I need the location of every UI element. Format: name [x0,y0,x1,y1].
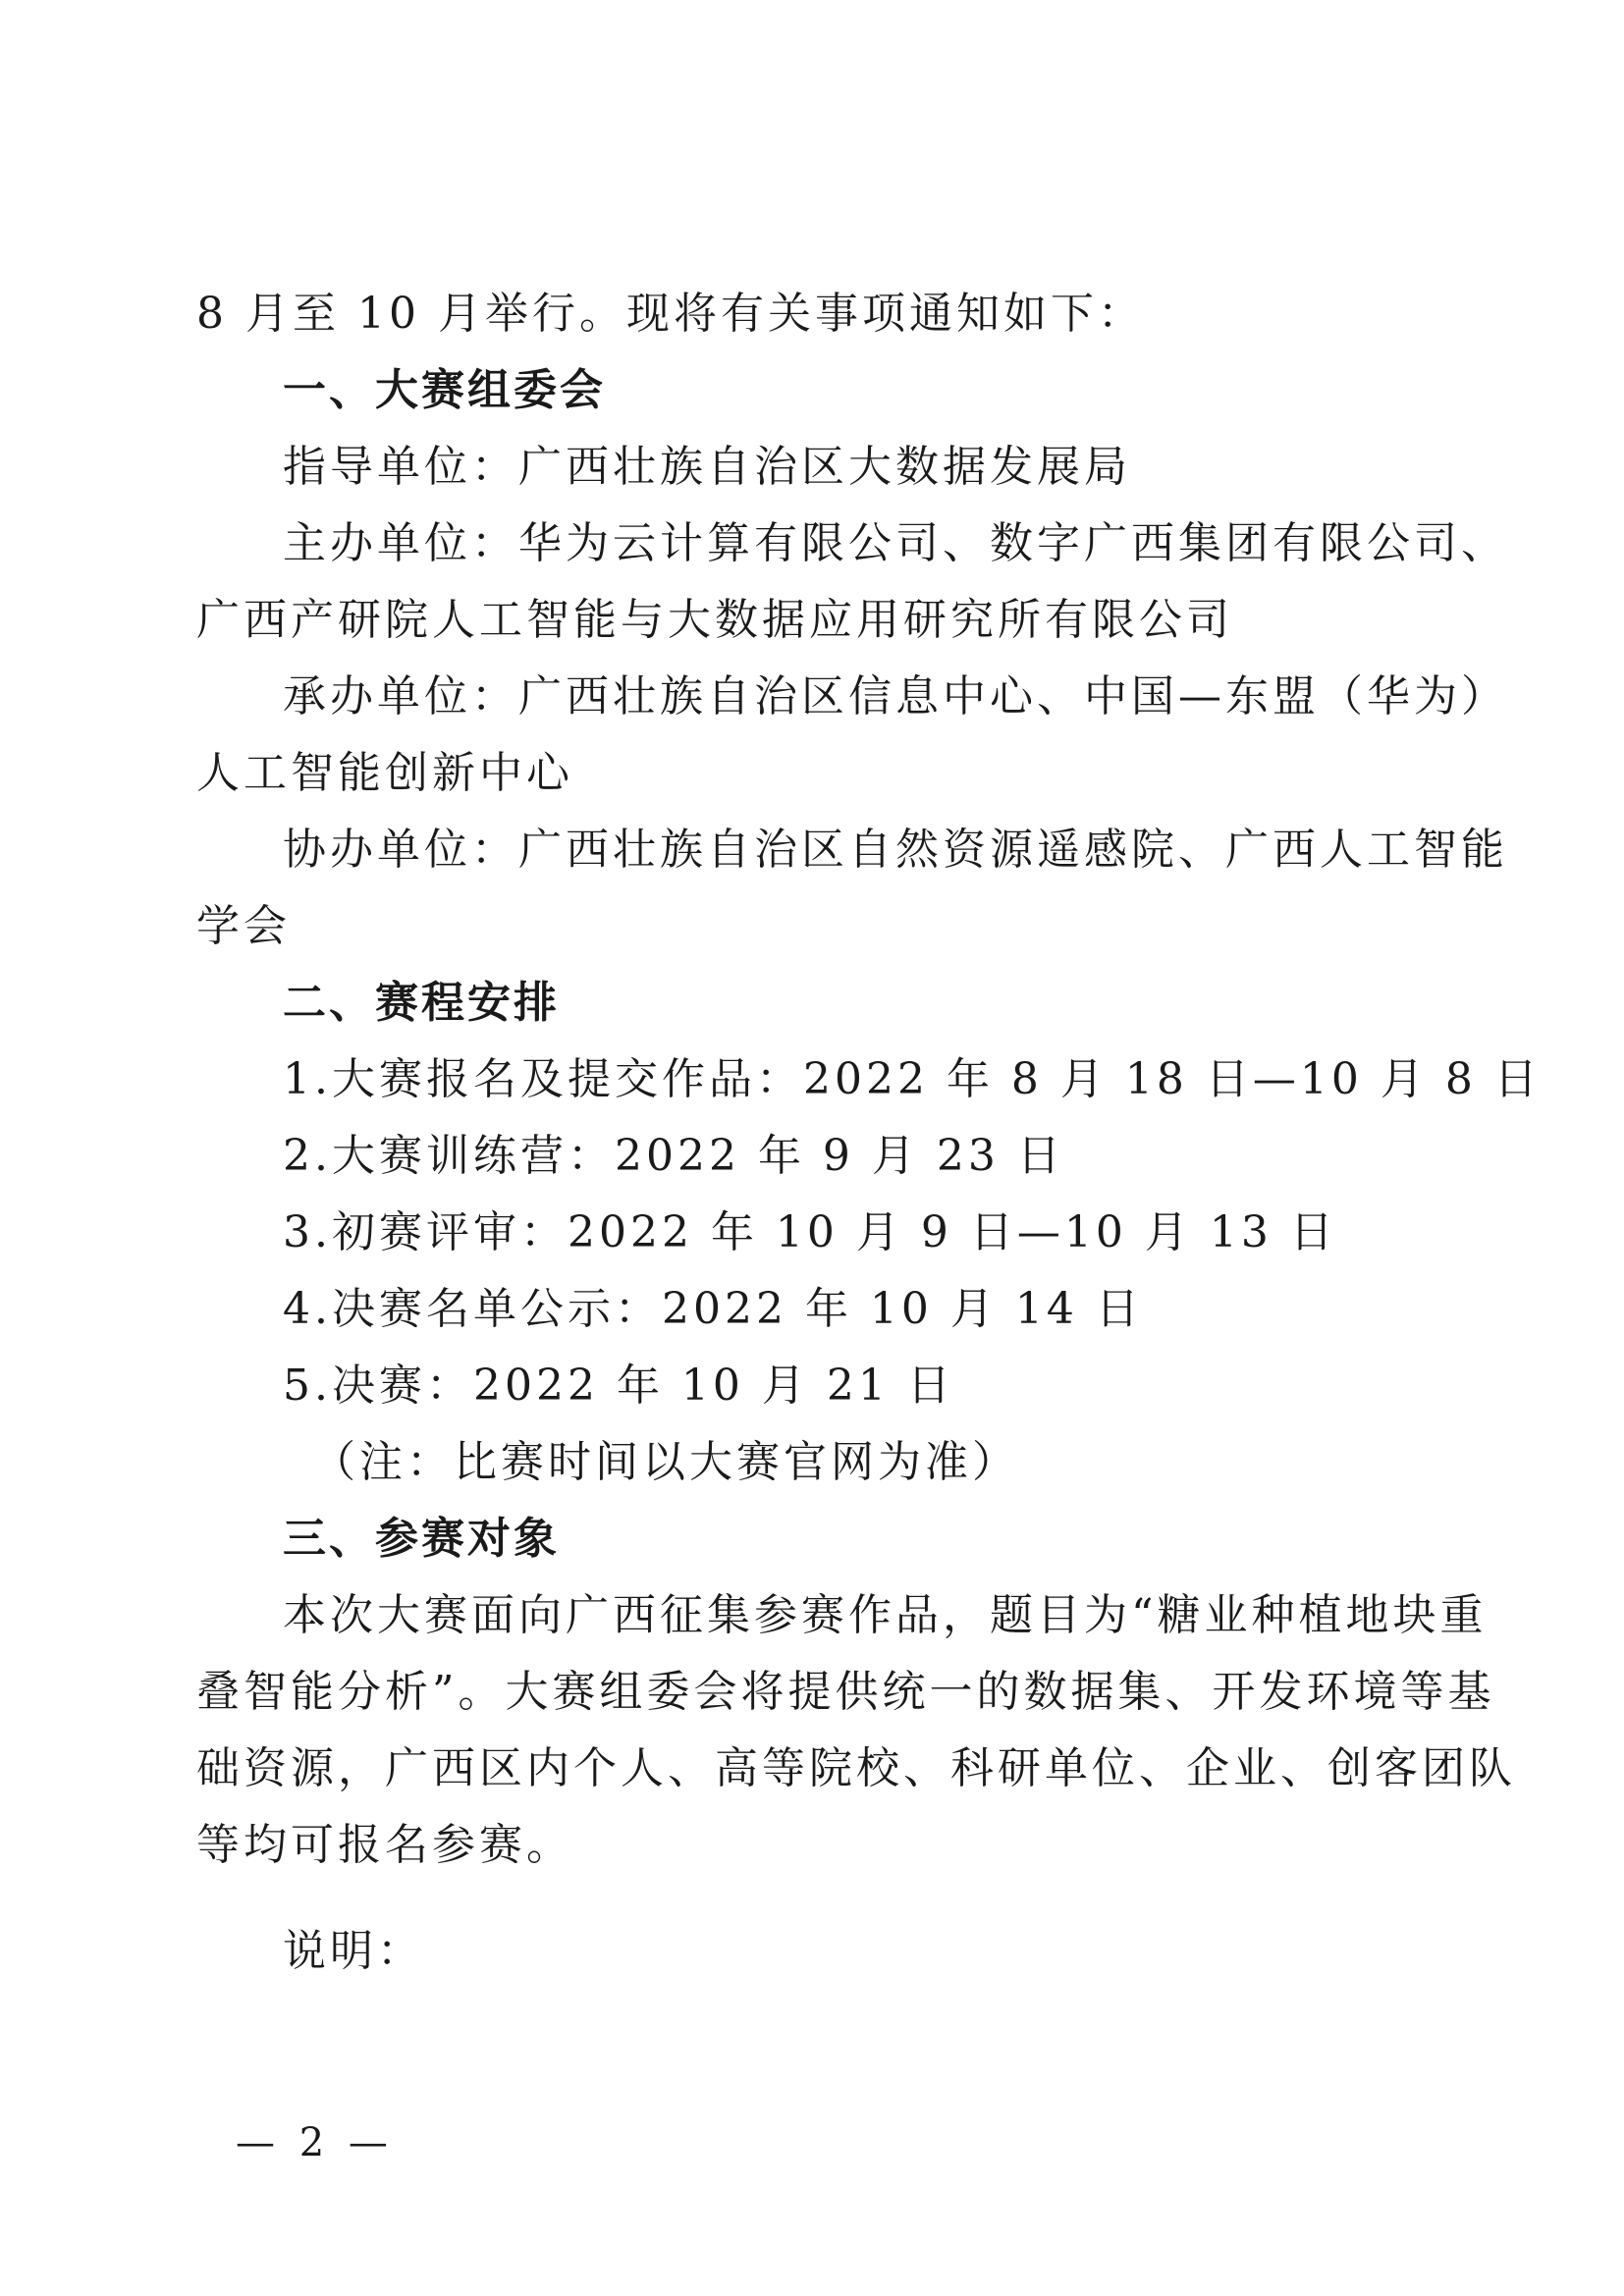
schedule-item-preliminary-review: 3.初赛评审：2022 年 10 月 9 日—10 月 13 日 [283,1207,1337,1257]
section-heading-participants: 三、参赛对象 [283,1514,560,1564]
schedule-item-finalist-announcement: 4.决赛名单公示：2022 年 10 月 14 日 [283,1284,1143,1334]
co-organizer-unit-line-continued: 学会 [196,901,291,951]
host-unit-line: 主办单位：华为云计算有限公司、数字广西集团有限公司、 [283,518,1508,568]
schedule-note: （注：比赛时间以大赛官网为准） [312,1437,1019,1487]
explanation-label: 说明： [283,1926,424,1976]
page-number: — 2 — [236,2120,394,2165]
schedule-item-training-camp: 2.大赛训练营：2022 年 9 月 23 日 [283,1131,1064,1181]
schedule-item-final: 5.决赛：2022 年 10 月 21 日 [283,1361,954,1411]
schedule-item-registration: 1.大赛报名及提交作品：2022 年 8 月 18 日—10 月 8 日 [283,1054,1542,1104]
organizer-unit-line-continued: 人工智能创新中心 [196,748,573,798]
co-organizer-unit-line: 协办单位：广西壮族自治区自然资源遥感院、广西人工智能 [283,825,1508,875]
section-heading-schedule: 二、赛程安排 [283,978,560,1028]
guiding-unit-line: 指导单位：广西壮族自治区大数据发展局 [283,442,1131,492]
section-heading-committee: 一、大赛组委会 [283,365,606,415]
organizer-unit-line: 承办单位：广西壮族自治区信息中心、中国—东盟（华为） [283,671,1508,721]
participants-paragraph-line-4: 等均可报名参赛。 [196,1820,573,1870]
intro-line: 8 月至 10 月举行。现将有关事项通知如下： [196,289,1145,339]
participants-paragraph-line-3: 础资源，广西区内个人、高等院校、科研单位、企业、创客团队 [196,1743,1516,1793]
host-unit-line-continued: 广西产研院人工智能与大数据应用研究所有限公司 [196,595,1233,645]
participants-paragraph-line-1: 本次大赛面向广西征集参赛作品，题目为“糖业种植地块重 [283,1590,1488,1640]
participants-paragraph-line-2: 叠智能分析”。大赛组委会将提供统一的数据集、开发环境等基 [196,1667,1495,1717]
